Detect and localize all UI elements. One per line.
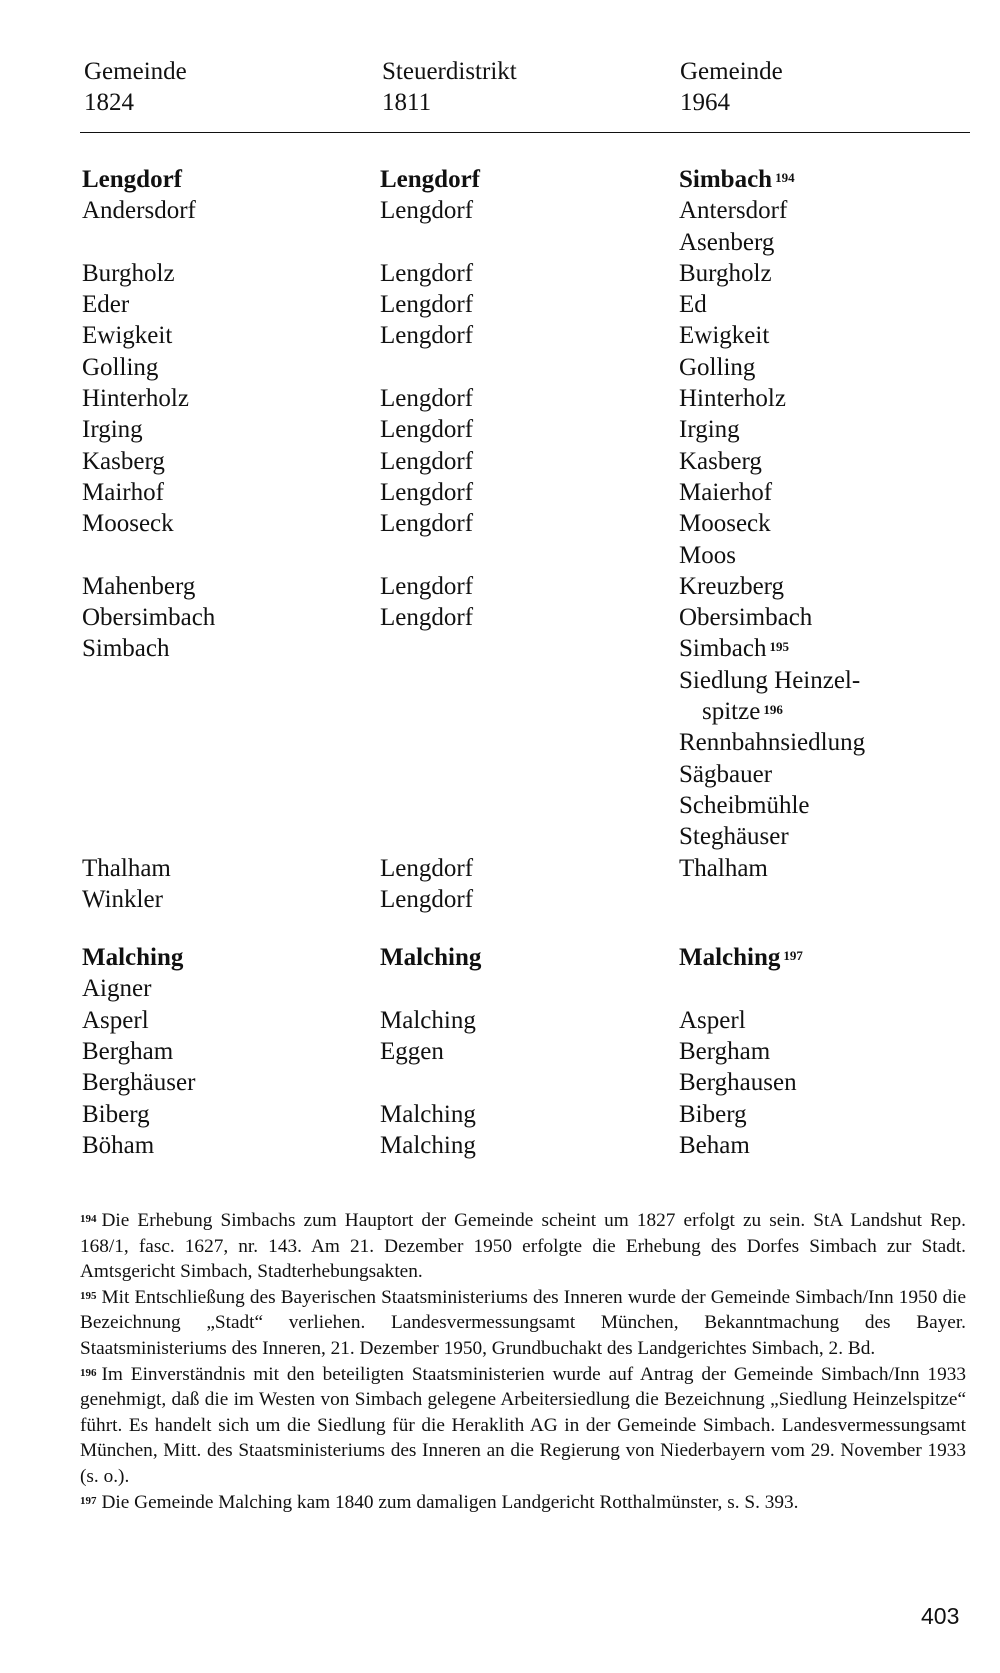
cell-gemeinde-1964	[679, 633, 789, 664]
cell-text: Moos	[679, 541, 736, 569]
table-row	[0, 289, 1000, 320]
cell-text: Lengdorf	[380, 416, 474, 444]
page-number: 403	[921, 1603, 960, 1629]
header-col-gemeinde-1964	[680, 56, 783, 118]
cell-gemeinde-1964	[679, 759, 772, 790]
cell-steuerdistrikt-1811	[380, 477, 473, 508]
cell-gemeinde-1964	[679, 602, 812, 633]
cell-text: Simbach	[82, 635, 170, 663]
footnote-ref[interactable]: 195	[769, 639, 789, 655]
footnote-text: Im Einverständnis mit den beteiligten Staatsministerien wurde auf Antrag der Gemeinde Simbach/Inn 1933 genehmigt, daß die im Westen von Simbach gelegene Arbeitersiedlung die Bezeichnung „Siedlung Heinzelspitze“ führt. Es handelt sich um die Siedlung für die Heraklith AG in der Gemeinde Simbach. Landesvermessungsamt München, Mitt. des Staatsministeriums des Inneren an die Regierung von Niederbayern vom 29. November 1933 (s. o.).	[80, 1363, 966, 1487]
cell-text: Ewigkeit	[679, 322, 770, 350]
cell-gemeinde-1964	[679, 1130, 750, 1161]
footnote-ref[interactable]: 197	[783, 948, 803, 964]
table-row	[0, 665, 1000, 696]
cell-steuerdistrikt-1811	[380, 446, 473, 477]
table-row	[0, 164, 1000, 195]
cell-text: Mooseck	[679, 510, 771, 538]
table-row	[0, 1005, 1000, 1036]
cell-steuerdistrikt-1811	[380, 1099, 476, 1130]
cell-gemeinde-1824	[82, 477, 164, 508]
cell-gemeinde-1824	[82, 383, 189, 414]
footnote-number: 197	[80, 1494, 97, 1507]
cell-text: Thalham	[82, 854, 171, 882]
cell-text: Asperl	[82, 1006, 149, 1034]
cell-gemeinde-1964	[679, 1005, 746, 1036]
cell-text: Hinterholz	[679, 385, 786, 413]
cell-gemeinde-1824	[82, 1099, 150, 1130]
cell-steuerdistrikt-1811	[380, 1005, 476, 1036]
table-row	[0, 477, 1000, 508]
cell-gemeinde-1964	[679, 540, 736, 571]
footnote-number: 196	[80, 1366, 97, 1379]
table-row	[0, 759, 1000, 790]
cell-text: Lengdorf	[380, 854, 474, 882]
header-col-steuerdistrikt-1811	[382, 56, 517, 118]
header-divider	[80, 132, 970, 133]
cell-text: Lengdorf	[380, 385, 474, 413]
cell-text: Andersdorf	[82, 197, 196, 225]
cell-text: Lengdorf	[380, 478, 474, 506]
cell-text: Eggen	[380, 1038, 444, 1066]
table-row	[0, 942, 1000, 973]
footnote-number: 194	[80, 1213, 97, 1225]
cell-text: Eder	[82, 291, 130, 319]
cell-text: Golling	[679, 353, 756, 381]
cell-text: Lengdorf	[380, 291, 474, 319]
header-label: Gemeinde	[84, 58, 187, 85]
cell-gemeinde-1964	[679, 821, 789, 852]
cell-text: Kasberg	[679, 447, 762, 475]
cell-gemeinde-1964	[679, 352, 755, 383]
table-row	[0, 727, 1000, 758]
cell-gemeinde-1824	[82, 446, 165, 477]
header-col-gemeinde-1824	[84, 56, 187, 118]
cell-gemeinde-1964	[679, 383, 786, 414]
cell-steuerdistrikt-1811	[380, 571, 473, 602]
cell-gemeinde-1824	[82, 1005, 149, 1036]
cell-text: Burgholz	[82, 259, 175, 287]
cell-text: Lengdorf	[380, 322, 474, 350]
cell-text: Antersdorf	[679, 197, 788, 225]
cell-text: Simbach	[679, 635, 767, 663]
cell-text: Ed	[679, 291, 707, 319]
cell-text: Malching	[380, 944, 482, 972]
cell-text: Asenberg	[679, 228, 775, 256]
cell-text: Steghäuser	[679, 823, 789, 851]
cell-text: Lengdorf	[380, 166, 480, 193]
cell-gemeinde-1964	[679, 790, 810, 821]
cell-text: Aigner	[82, 975, 152, 1003]
cell-steuerdistrikt-1811	[380, 414, 473, 445]
cell-gemeinde-1824	[82, 508, 174, 539]
cell-gemeinde-1964	[679, 195, 787, 226]
table-row	[0, 258, 1000, 289]
cell-text: Lengdorf	[82, 166, 182, 193]
cell-steuerdistrikt-1811	[380, 853, 473, 884]
table-row	[0, 884, 1000, 915]
cell-gemeinde-1824	[82, 258, 175, 289]
cell-steuerdistrikt-1811	[380, 195, 473, 226]
cell-text: Beham	[679, 1131, 750, 1159]
cell-text: Obersimbach	[82, 604, 216, 632]
cell-gemeinde-1824	[82, 602, 215, 633]
cell-text: Asperl	[679, 1006, 746, 1034]
cell-text: Lengdorf	[380, 510, 474, 538]
cell-gemeinde-1824	[82, 884, 163, 915]
table-row	[0, 571, 1000, 602]
footnote	[80, 1285, 966, 1362]
cell-text: Böham	[82, 1131, 155, 1159]
table-row	[0, 446, 1000, 477]
cell-text: Berghäuser	[82, 1069, 196, 1097]
cell-gemeinde-1964	[679, 258, 772, 289]
cell-gemeinde-1824	[82, 1130, 154, 1161]
cell-gemeinde-1824	[82, 352, 158, 383]
cell-text: Burgholz	[679, 259, 772, 287]
cell-text: Lengdorf	[380, 259, 474, 287]
cell-steuerdistrikt-1811	[380, 164, 480, 195]
table-row	[0, 853, 1000, 884]
cell-text: Hinterholz	[82, 385, 189, 413]
cell-steuerdistrikt-1811	[380, 383, 473, 414]
table-row	[0, 1130, 1000, 1161]
cell-gemeinde-1964	[679, 853, 768, 884]
cell-gemeinde-1824	[82, 320, 172, 351]
footnote-ref[interactable]: 194	[775, 170, 795, 185]
footnote-text: Die Erhebung Simbachs zum Hauptort der Gemeinde scheint um 1827 erfolgt zu sein. StA Landshut Rep. 168/1, fasc. 1627, nr. 143. Am 21. Dezember 1950 erfolgte die Erhebung des Dorfes Simbach zur Stadt. Amtsgericht Simbach, Stadterhebungsakten.	[80, 1210, 966, 1283]
footnote-text: Die Gemeinde Malching kam 1840 zum damaligen Landgericht Rotthalmünster, s. S. 393.	[101, 1491, 799, 1513]
cell-text: Kreuzberg	[679, 572, 785, 600]
cell-text: Ewigkeit	[82, 322, 173, 350]
cell-gemeinde-1964	[702, 696, 783, 727]
cell-text: Lengdorf	[380, 197, 474, 225]
header-label: Steuerdistrikt	[382, 58, 517, 85]
footnote	[80, 1490, 966, 1516]
footnotes	[80, 1208, 966, 1515]
cell-gemeinde-1964	[679, 1067, 797, 1098]
cell-gemeinde-1824	[82, 571, 195, 602]
table-row	[0, 540, 1000, 571]
cell-steuerdistrikt-1811	[380, 320, 473, 351]
cell-text: Rennbahnsiedlung	[679, 729, 866, 757]
cell-text: Lengdorf	[380, 885, 474, 913]
table-row	[0, 227, 1000, 258]
cell-steuerdistrikt-1811	[380, 289, 473, 320]
cell-gemeinde-1964	[679, 665, 860, 696]
table-row	[0, 790, 1000, 821]
cell-text: Siedlung Heinzel-	[679, 666, 861, 694]
cell-gemeinde-1824	[82, 414, 143, 445]
cell-gemeinde-1824	[82, 1067, 195, 1098]
cell-gemeinde-1824	[82, 195, 196, 226]
cell-text: Irging	[82, 416, 143, 444]
cell-text: Lengdorf	[380, 447, 474, 475]
table-row	[0, 414, 1000, 445]
footnote-text: Mit Entschließung des Bayerischen Staatsministeriums des Inneren wurde der Gemeinde Simbach/Inn 1950 die Bezeichnung „Stadt“ verliehen. Landesvermessungsamt München, Bekanntmachung des Bayer. Staatsministeriums des Inneren, 21. Dezember 1950, Grundbuchakt des Landgerichtes Simbach, 2. Bd.	[80, 1286, 966, 1359]
footnote-number: 195	[80, 1289, 97, 1302]
cell-text: Sägbauer	[679, 760, 773, 788]
cell-gemeinde-1824	[82, 942, 183, 973]
cell-gemeinde-1824	[82, 853, 171, 884]
cell-gemeinde-1964	[679, 289, 707, 320]
table-row	[0, 1067, 1000, 1098]
table-row	[0, 602, 1000, 633]
footnote	[80, 1208, 966, 1285]
cell-text: Malching	[380, 1006, 476, 1034]
header-year: 1964	[680, 89, 730, 116]
cell-text: Thalham	[679, 854, 768, 882]
cell-text: Golling	[82, 353, 159, 381]
footnote	[80, 1362, 966, 1490]
cell-text: Malching	[380, 1131, 476, 1159]
table-row	[0, 320, 1000, 351]
cell-gemeinde-1964	[679, 508, 771, 539]
cell-gemeinde-1964	[679, 446, 762, 477]
table-row	[0, 696, 1000, 727]
cell-text: Maierhof	[679, 478, 773, 506]
cell-text: Mairhof	[82, 478, 164, 506]
cell-text: Bergham	[82, 1038, 174, 1066]
cell-text: Simbach	[679, 166, 773, 193]
cell-gemeinde-1824	[82, 289, 129, 320]
cell-text: Winkler	[82, 885, 163, 913]
cell-gemeinde-1964	[679, 571, 784, 602]
header-label: Gemeinde	[680, 58, 783, 85]
cell-text: Malching	[82, 944, 184, 972]
cell-text: Bergham	[679, 1038, 771, 1066]
cell-steuerdistrikt-1811	[380, 1036, 444, 1067]
cell-gemeinde-1964	[679, 477, 772, 508]
table-row	[0, 1036, 1000, 1067]
cell-gemeinde-1964	[679, 320, 769, 351]
cell-text: spitze	[702, 698, 761, 726]
cell-text: Biberg	[82, 1100, 150, 1128]
cell-gemeinde-1824	[82, 1036, 173, 1067]
cell-gemeinde-1964	[679, 164, 795, 195]
places-table	[0, 164, 1000, 1161]
table-row	[0, 821, 1000, 852]
table-row	[0, 195, 1000, 226]
cell-text: Kasberg	[82, 447, 165, 475]
cell-gemeinde-1964	[679, 414, 740, 445]
table-row	[0, 973, 1000, 1004]
header-year: 1824	[84, 89, 134, 116]
cell-text: Lengdorf	[380, 604, 474, 632]
cell-text: Mahenberg	[82, 572, 196, 600]
header-year: 1811	[382, 89, 432, 116]
cell-text: Berghausen	[679, 1069, 797, 1097]
cell-steuerdistrikt-1811	[380, 942, 481, 973]
cell-steuerdistrikt-1811	[380, 508, 473, 539]
section-gap	[0, 915, 1000, 942]
table-row	[0, 383, 1000, 414]
cell-gemeinde-1964	[679, 1099, 747, 1130]
cell-gemeinde-1964	[679, 1036, 770, 1067]
cell-text: Irging	[679, 416, 740, 444]
cell-text: Biberg	[679, 1100, 747, 1128]
cell-steuerdistrikt-1811	[380, 1130, 476, 1161]
cell-steuerdistrikt-1811	[380, 258, 473, 289]
cell-steuerdistrikt-1811	[380, 602, 473, 633]
table-row	[0, 1099, 1000, 1130]
cell-steuerdistrikt-1811	[380, 884, 473, 915]
cell-text: Mooseck	[82, 510, 174, 538]
cell-gemeinde-1824	[82, 633, 170, 664]
cell-text: Lengdorf	[380, 572, 474, 600]
cell-text: Malching	[380, 1100, 476, 1128]
cell-gemeinde-1964	[679, 727, 865, 758]
footnote-ref[interactable]: 196	[763, 702, 783, 718]
table-row	[0, 633, 1000, 664]
cell-gemeinde-1824	[82, 973, 151, 1004]
cell-gemeinde-1964	[679, 227, 774, 258]
cell-gemeinde-1964	[679, 942, 803, 973]
cell-text: Malching	[679, 944, 781, 972]
cell-text: Obersimbach	[679, 604, 813, 632]
table-row	[0, 508, 1000, 539]
table-row	[0, 352, 1000, 383]
cell-gemeinde-1824	[82, 164, 182, 195]
cell-text: Scheibmühle	[679, 791, 810, 819]
